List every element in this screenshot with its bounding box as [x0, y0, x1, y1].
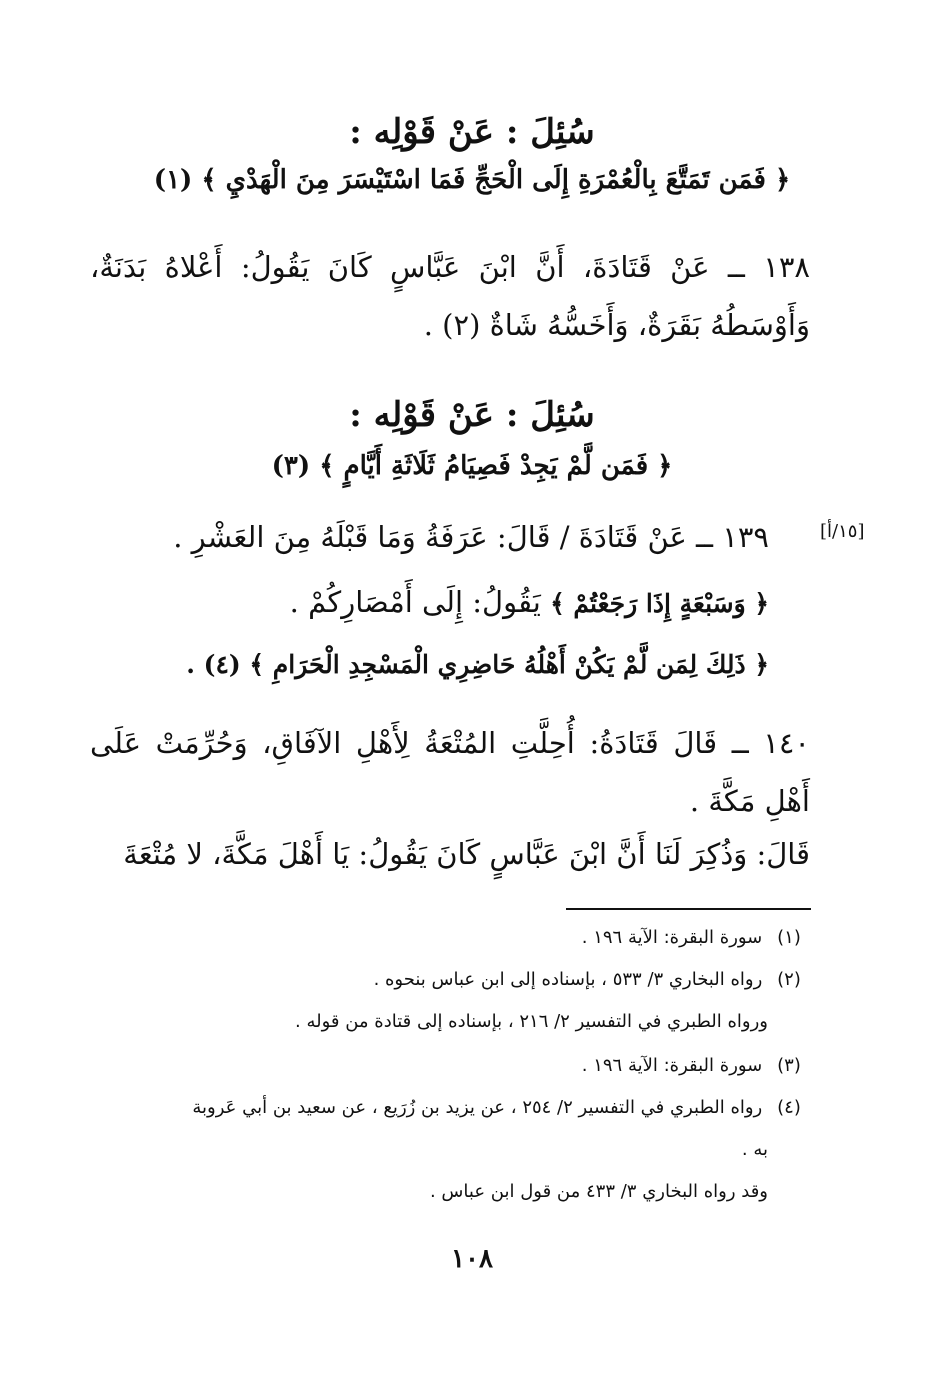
verse-3-commentary: يَقُولُ: إِلَى أَمْصَارِكُمْ .	[289, 585, 541, 619]
quran-verse-2: ﴿ فَمَن لَّمْ يَجِدْ فَصِيَامُ ثَلَاثَةِ أَيَّامٍ ﴾ (٣)	[271, 451, 673, 481]
footnote-2	[90, 966, 810, 994]
footnote-4-number: (٤)	[777, 1097, 801, 1118]
footnote-3-number: (٣)	[777, 1055, 801, 1076]
footnote-4-text: رواه الطبري في التفسير ٢/ ٢٥٤ ، عن يزيد بن زُرَيع ، عن سعيد بن أبي عَروبة	[192, 1097, 763, 1118]
footnote-4-continuation-1: به .	[741, 1139, 768, 1160]
paragraph-last-line: قَالَ: وَذُكِرَ لَنَا أَنَّ ابْنَ عَبَّاسٍ كَانَ يَقُولُ: يَا أَهْلَ مَكَّةَ، لا مُتْعَةَ	[123, 837, 810, 871]
verse-3-line	[129, 582, 769, 624]
paragraph-138: ١٣٨ ــ عَنْ قَتَادَةَ، أَنَّ ابْنَ عَبَّاسٍ كَانَ يَقُولُ: أَعْلاهُ بَدَنَةٌ، وَأَوْسَطُهُ بَقَرَةٌ، وَأَخَسُّهُ شَاةٌ (٢) .	[90, 250, 810, 342]
footnote-2-text: رواه البخاري ٣/ ٥٣٣ ، بإسناده إلى ابن عباس بنحوه .	[373, 969, 763, 990]
footnote-separator	[566, 908, 811, 910]
footnote-3-text: سورة البقرة: الآية ١٩٦ .	[581, 1055, 763, 1076]
footnote-4	[90, 1094, 810, 1122]
quran-verse-1: ﴿ فَمَن تَمَتَّعَ بِالْعُمْرَةِ إِلَى الْحَجِّ فَمَا اسْتَيْسَرَ مِنَ الْهَدْيِ ﴾ (١)	[153, 165, 791, 195]
paragraph-139: ١٣٩ ــ عَنْ قَتَادَةَ / قَالَ: عَرَفَةُ وَمَا قَبْلَهُ مِنَ العَشْرِ .	[173, 520, 769, 554]
paragraph-140: ١٤٠ ــ قَالَ قَتَادَةُ: أُحِلَّتِ المُتْعَةُ لِأَهْلِ الآفَاقِ، وَحُرِّمَتْ عَلَى أَهْلِ مَكَّةَ .	[90, 726, 810, 818]
footnote-1	[90, 924, 810, 952]
footnote-4-continuation-2: وقد رواه البخاري ٣/ ٤٣٣ من قول ابن عباس .	[429, 1181, 768, 1202]
footnote-2-continuation: ورواه الطبري في التفسير ٢/ ٢١٦ ، بإسناده إلى قتادة من قوله .	[295, 1011, 768, 1032]
question-heading-2: سُئِلَ : عَنْ قَوْلِه :	[349, 395, 595, 435]
footnote-1-number: (١)	[777, 927, 801, 948]
margin-folio-reference: [١٥/أ]	[820, 521, 865, 542]
question-heading-1: سُئِلَ : عَنْ قَوْلِه :	[349, 112, 595, 152]
quran-verse-4: ﴿ ذَلِكَ لِمَن لَّمْ يَكُنْ أَهْلُهُ حَاضِرِي الْمَسْجِدِ الْحَرَامِ ﴾ (٤) .	[186, 650, 769, 679]
footnote-3	[90, 1052, 810, 1080]
quran-verse-3: ﴿ وَسَبْعَةٍ إِذَا رَجَعْتُمْ ﴾	[550, 589, 769, 618]
footnote-1-text: سورة البقرة: الآية ١٩٦ .	[581, 927, 763, 948]
page-number: ١٠٨	[451, 1244, 493, 1274]
footnote-2-number: (٢)	[777, 969, 801, 990]
